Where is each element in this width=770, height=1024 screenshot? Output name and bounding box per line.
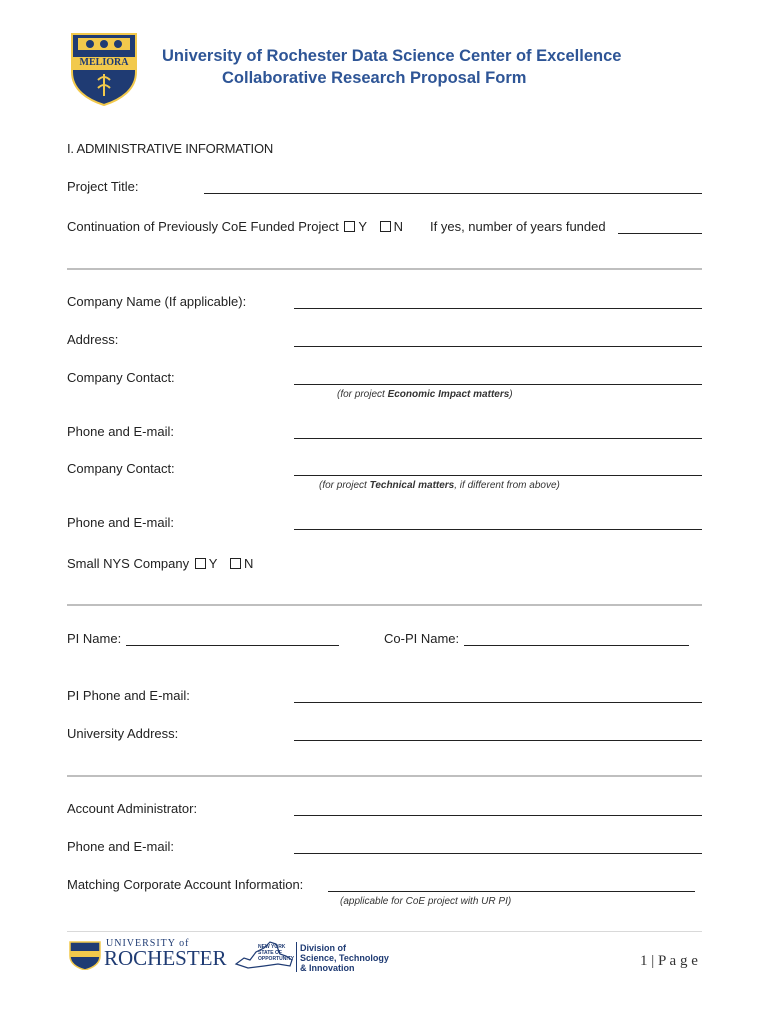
account-admin-label: Account Administrator: — [67, 801, 198, 816]
address-label: Address: — [67, 332, 119, 347]
phone-email-3-label: Phone and E-mail: — [67, 839, 174, 854]
phone-email-input[interactable] — [294, 438, 702, 439]
division-text — [300, 943, 389, 973]
pi-phone-input[interactable] — [294, 702, 702, 703]
small-nys-yes-label: Y — [208, 556, 218, 571]
small-nys-row — [67, 556, 253, 571]
phone-email-3-input[interactable] — [294, 853, 702, 854]
university-seal-logo — [68, 30, 140, 106]
small-nys-label: Small NYS Company — [67, 556, 190, 571]
pi-name-label: PI Name: — [67, 631, 122, 646]
small-nys-no-label: N — [244, 556, 254, 571]
company-contact-2-label: Company Contact: — [67, 461, 175, 476]
separator — [67, 775, 702, 777]
continuation-no-label: N — [393, 219, 404, 234]
project-title-label: Project Title: — [67, 179, 139, 194]
continuation-no-checkbox[interactable] — [380, 221, 391, 232]
project-title-input[interactable] — [204, 193, 702, 194]
note-suffix: , if different from above) — [454, 480, 560, 491]
ur-shield-icon — [68, 940, 102, 970]
ur-rochester-text: ROCHESTER — [104, 946, 227, 970]
continuation-row — [67, 219, 403, 234]
footer-divider — [67, 931, 702, 932]
seal-motto: MELIORA — [79, 57, 129, 68]
company-contact-label: Company Contact: — [67, 370, 175, 385]
phone-email-label: Phone and E-mail: — [67, 424, 174, 439]
nys-text: NEW YORK STATE OF OPPORTUNITY — [258, 944, 295, 962]
years-funded-label: If yes, number of years funded — [430, 219, 606, 234]
page-subtitle: Collaborative Research Proposal Form — [222, 69, 527, 87]
technical-note — [319, 480, 560, 491]
matching-note: (applicable for CoE project with UR PI) — [340, 896, 512, 907]
phone-email-2-label: Phone and E-mail: — [67, 515, 174, 530]
division-line-2: Science, Technology — [300, 953, 389, 963]
continuation-label: Continuation of Previously CoE Funded Project — [67, 219, 339, 234]
division-line-3: & Innovation — [300, 963, 355, 973]
continuation-yes-checkbox[interactable] — [344, 221, 355, 232]
continuation-yes-label: Y — [358, 219, 367, 234]
co-pi-name-input[interactable] — [464, 645, 689, 646]
page-number: 1 | P a g e — [640, 953, 698, 969]
small-nys-yes-checkbox[interactable] — [195, 558, 206, 569]
pi-name-input[interactable] — [126, 645, 339, 646]
university-address-input[interactable] — [294, 740, 702, 741]
note-emphasis: Economic Impact matters — [387, 389, 510, 400]
separator — [67, 268, 702, 270]
note-suffix: ) — [509, 389, 513, 400]
page-title: University of Rochester Data Science Center of Excellence — [162, 47, 622, 65]
account-admin-input[interactable] — [294, 815, 702, 816]
university-address-label: University Address: — [67, 726, 179, 741]
matching-label: Matching Corporate Account Information: — [67, 877, 304, 892]
years-funded-input[interactable] — [618, 233, 702, 234]
matching-input[interactable] — [328, 891, 695, 892]
small-nys-no-checkbox[interactable] — [230, 558, 241, 569]
co-pi-name-label: Co-PI Name: — [384, 631, 460, 646]
phone-email-2-input[interactable] — [294, 529, 702, 530]
division-divider — [296, 942, 297, 972]
note-prefix: (for project — [337, 389, 388, 400]
note-prefix: (for project — [319, 480, 370, 491]
division-line-1: Division of — [300, 943, 347, 953]
company-name-input[interactable] — [294, 308, 702, 309]
separator — [67, 604, 702, 606]
note-emphasis: Technical matters — [369, 480, 455, 491]
pi-phone-label: PI Phone and E-mail: — [67, 688, 190, 703]
address-input[interactable] — [294, 346, 702, 347]
section-heading: I. ADMINISTRATIVE INFORMATION — [67, 141, 274, 156]
company-name-label: Company Name (If applicable): — [67, 294, 247, 309]
company-contact-input[interactable] — [294, 384, 702, 385]
econ-impact-note — [337, 389, 513, 400]
company-contact-2-input[interactable] — [294, 475, 702, 476]
ur-university-text: UNIVERSITY of — [106, 938, 190, 949]
